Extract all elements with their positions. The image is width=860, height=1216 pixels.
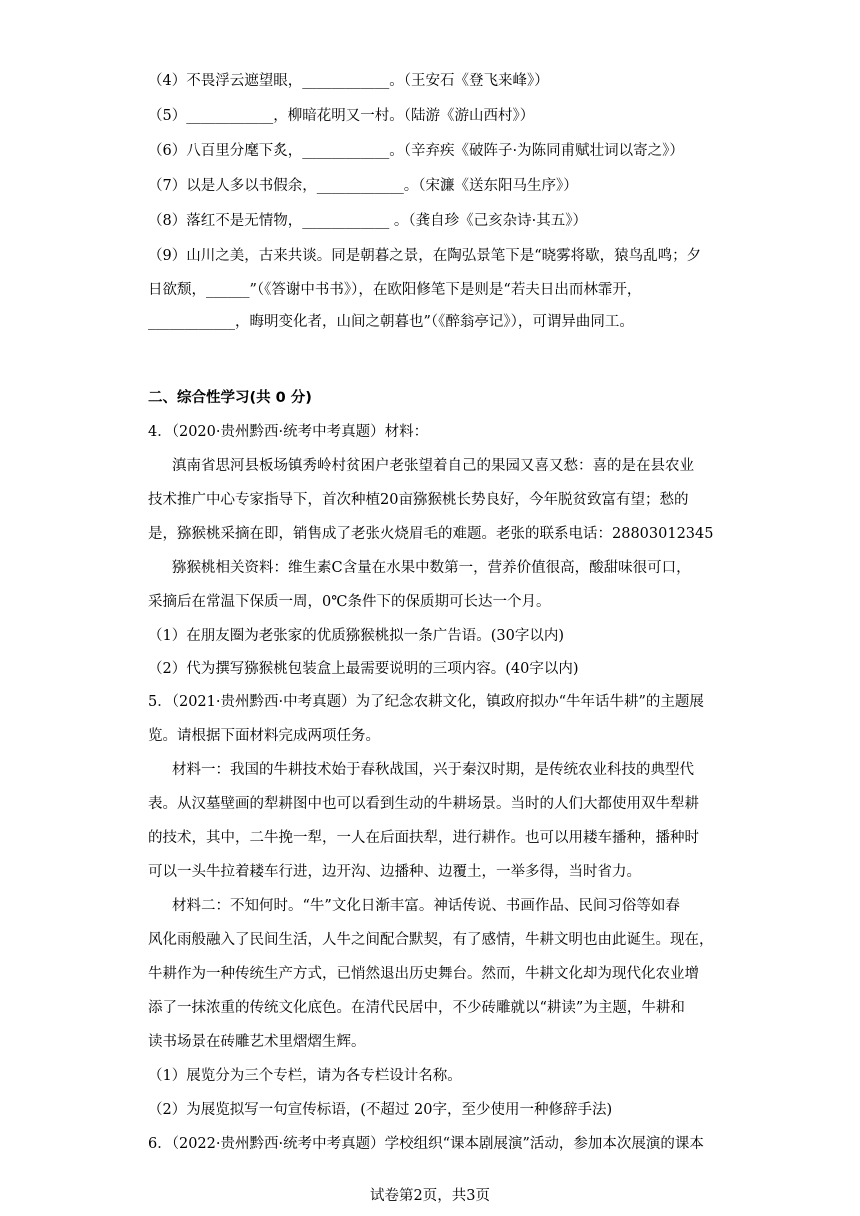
- q6-title: 6．（2022·贵州黔西·统考中考真题）学校组织“课本剧展演”活动，参加本次展演的课本: [148, 1136, 704, 1152]
- q5-mat1-line1: 材料一：我国的牛耕技术始于春秋战国，兴于秦汉时期，是传统农业科技的典型代: [172, 762, 694, 778]
- q4-title: 4．（2020·贵州黔西·统考中考真题）材料：: [148, 424, 429, 440]
- item-9-line3: ____________，晦明变化者，山间之朝暮也”（《醉翁亭记》），可谓异曲同工。: [148, 314, 634, 330]
- item-9-line1: （9）山川之美，古来共谈。同是朝暮之景，在陶弘景笔下是“晓雾将歇，猿鸟乱鸣；夕: [148, 248, 702, 264]
- q5-sub2: （2）为展览拟写一句宣传标语，(不超过 20字，至少使用一种修辞手法): [148, 1102, 613, 1118]
- q5-mat2-line4: 添了一抹浓重的传统文化底色。在清代民居中，不少砖雕就以“耕读”为主题，牛耕和: [148, 1000, 685, 1016]
- item-6: （6）八百里分麾下炙，____________。（辛弃疾《破阵子·为陈同甫赋壮词以寄之》）: [148, 143, 684, 159]
- q4-para1-line2: 技术推广中心专家指导下，首次种植20亩猕猴桃长势良好，今年脱贫致富有望；愁的: [148, 492, 689, 508]
- q5-mat1-line3: 的技术，其中，二牛挽一犁，一人在后面扶犁，进行耕作。也可以用耧车播种，播种时: [148, 830, 699, 846]
- item-8: （8）落红不是无情物，____________ 。（龚自珍《己亥杂诗·其五》）: [148, 213, 587, 229]
- q5-sub1: （1）展览分为三个专栏，请为各专栏设计名称。: [148, 1068, 462, 1084]
- item-5: （5）____________，柳暗花明又一村。（陆游《游山西村》）: [148, 108, 535, 124]
- item-4: （4）不畏浮云遮望眼，____________。（王安石《登飞来峰》）: [148, 73, 549, 89]
- q5-mat1-line2: 表。从汉墓壁画的犁耕图中也可以看到生动的牛耕场景。当时的人们大都使用双牛犁耕: [148, 796, 699, 812]
- q5-mat2-line5: 读书场景在砖雕艺术里熠熠生辉。: [148, 1034, 366, 1050]
- item-7: （7）以是人多以书假余，____________。（宋濂《送东阳马生序》）: [148, 178, 578, 194]
- q4-para2-line2: 采摘后在常温下保质一周，0℃条件下的保质期可长达一个月。: [148, 594, 551, 610]
- section-heading: 二、综合性学习(共 0 分): [148, 390, 312, 406]
- q5-mat2-line3: 牛耕作为一种传统生产方式，已悄然退出历史舞台。然而，牛耕文化却为现代化农业增: [148, 966, 699, 982]
- q4-para2-line1: 猕猴桃相关资料：维生素C含量在水果中数第一，营养价值很高，酸甜味很可口，: [172, 560, 691, 576]
- q5-title-line2: 览。请根据下面材料完成两项任务。: [148, 728, 380, 744]
- q5-mat1-line4: 可以一头牛拉着耧车行进，边开沟、边播种、边覆土，一举多得，当时省力。: [148, 864, 641, 880]
- q5-mat2-line2: 风化雨般融入了民间生活，人牛之间配合默契，有了感情，牛耕文明也由此诞生。现在，: [148, 932, 714, 948]
- item-9-line2: 日欲颓，______”（《答谢中书书》），在欧阳修笔下是则是“若夫日出而林霏开，: [148, 282, 642, 298]
- q4-sub1: （1）在朋友圈为老张家的优质猕猴桃拟一条广告语。(30字以内): [148, 628, 564, 644]
- q5-title-line1: 5．（2021·贵州黔西·中考真题）为了纪念农耕文化，镇政府拟办“牛年话牛耕”的主题展: [148, 694, 704, 710]
- page-footer: 试卷第2页，共3页: [370, 1188, 490, 1204]
- q4-para1-line3: 是，猕猴桃采摘在即，销售成了老张火烧眉毛的难题。老张的联系电话：28803012345: [148, 526, 714, 542]
- q4-sub2: （2）代为撰写猕猴桃包装盒上最需要说明的三项内容。(40字以内): [148, 661, 579, 677]
- q5-mat2-line1: 材料二：不知何时。“牛”文化日渐丰富。神话传说、书画作品、民间习俗等如春: [172, 898, 680, 914]
- q4-para1-line1: 滇南省思河县板场镇秀岭村贫困户老张望着自己的果园又喜又愁：喜的是在县农业: [172, 458, 694, 474]
